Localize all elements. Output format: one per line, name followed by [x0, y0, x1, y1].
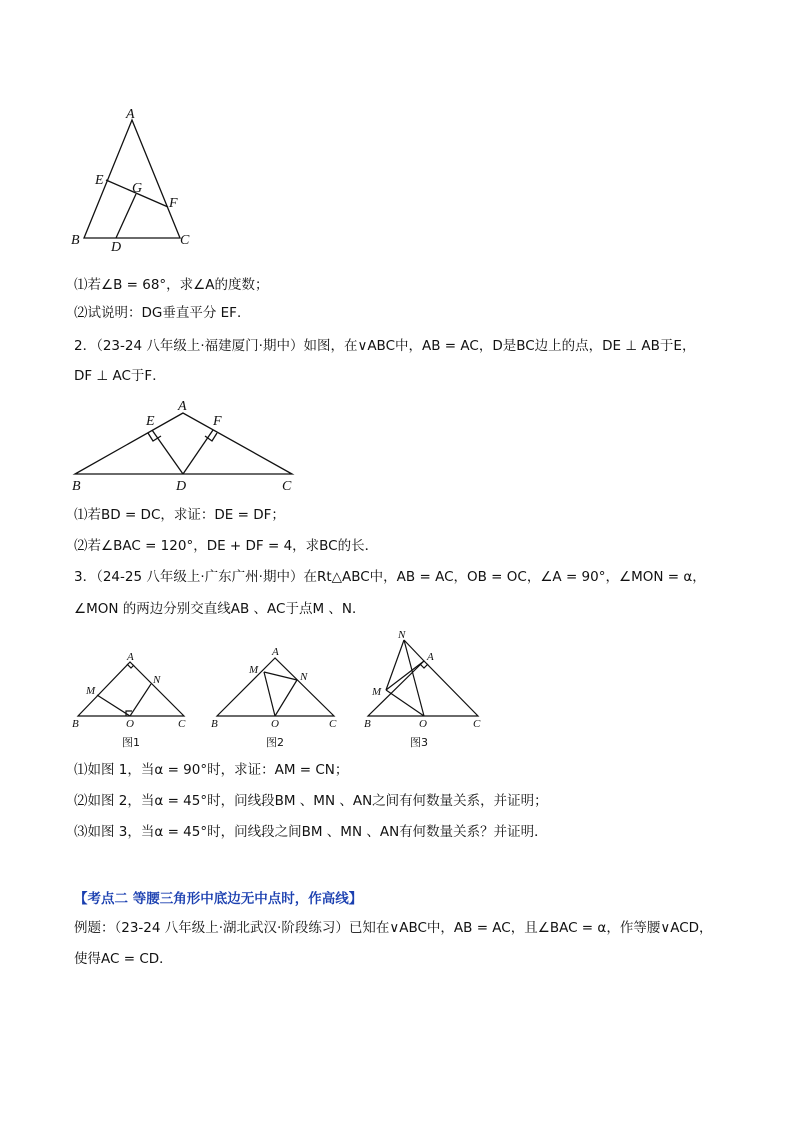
caption-fig2: 图2	[266, 736, 284, 749]
fig3c-label-b: B	[364, 718, 371, 730]
label-e: E	[95, 173, 104, 188]
q2-label-f: F	[213, 414, 222, 429]
label-b: B	[71, 233, 80, 248]
fig3a-label-a: A	[127, 651, 134, 663]
fig3b-label-o: O	[271, 718, 279, 730]
q1-part2: ⑵试说明：DG垂直平分 EF．	[74, 305, 251, 321]
fig3b-label-a: A	[272, 646, 279, 658]
q2-label-e: E	[146, 414, 155, 429]
q2-label-c: C	[282, 479, 292, 494]
fig3c-label-a: A	[427, 651, 434, 663]
section2-example-line2: 使得AC = CD．	[74, 951, 173, 967]
q2-stem-line2: DF ⊥ AC于F．	[74, 368, 166, 384]
fig3a-label-o: O	[126, 718, 134, 730]
q1-part1: ⑴若∠B = 68°，求∠A的度数；	[74, 277, 269, 293]
fig3b-label-m: M	[249, 664, 259, 676]
q2-stem-line1: 2．（23-24 八年级上·福建厦门·期中）如图，在∨ABC中，AB = AC，D是BC边上的点，DE ⊥ AB于E，	[74, 338, 696, 354]
q2-label-a: A	[178, 399, 187, 414]
section2-example-line1: 例题：（23-24 八年级上·湖北武汉·阶段练习）已知在∨ABC中，AB = AC，且∠BAC = α，作等腰∨ACD，	[74, 920, 713, 936]
q3-part1: ⑴如图 1，当α = 90°时，求证：AM = CN；	[74, 762, 349, 778]
label-g: G	[132, 181, 143, 196]
caption-fig1: 图1	[122, 736, 140, 749]
fig3c-label-n: N	[398, 629, 406, 641]
fig3b-label-b: B	[211, 718, 218, 730]
fig3a-label-c: C	[178, 718, 186, 730]
q2-label-d: D	[176, 479, 187, 494]
fig3a-label-m: M	[86, 685, 96, 697]
fig3b-label-c: C	[329, 718, 337, 730]
q3-stem-line1: 3．（24-25 八年级上·广东广州·期中）在Rt△ABC中，AB = AC，OB = OC，∠A = 90°，∠MON = α，	[74, 569, 706, 585]
q3-stem-line2: ∠MON 的两边分别交直线AB 、AC于点M 、N．	[74, 601, 366, 617]
fig3a-label-n: N	[153, 674, 161, 686]
label-d: D	[111, 240, 122, 255]
label-a: A	[126, 107, 135, 122]
q2-part2: ⑵若∠BAC = 120°，DE + DF = 4，求BC的长．	[74, 538, 379, 554]
fig3c-label-o: O	[419, 718, 427, 730]
q2-part1: ⑴若BD = DC，求证：DE = DF；	[74, 507, 285, 523]
q2-label-b: B	[72, 479, 81, 494]
label-c: C	[180, 233, 190, 248]
label-f: F	[169, 196, 178, 211]
caption-fig3: 图3	[410, 736, 428, 749]
fig3c-label-c: C	[473, 718, 481, 730]
fig3a-label-b: B	[72, 718, 79, 730]
q3-part3: ⑶如图 3，当α = 45°时，问线段之间BM 、MN 、AN有何数量关系？并证明．	[74, 824, 548, 840]
fig3c-label-m: M	[372, 686, 382, 698]
section2-heading: 【考点二 等腰三角形中底边无中点时，作高线】	[74, 891, 363, 907]
q3-part2: ⑵如图 2，当α = 45°时，问线段BM 、MN 、AN之间有何数量关系，并证明；	[74, 793, 548, 809]
fig3b-label-n: N	[300, 671, 308, 683]
